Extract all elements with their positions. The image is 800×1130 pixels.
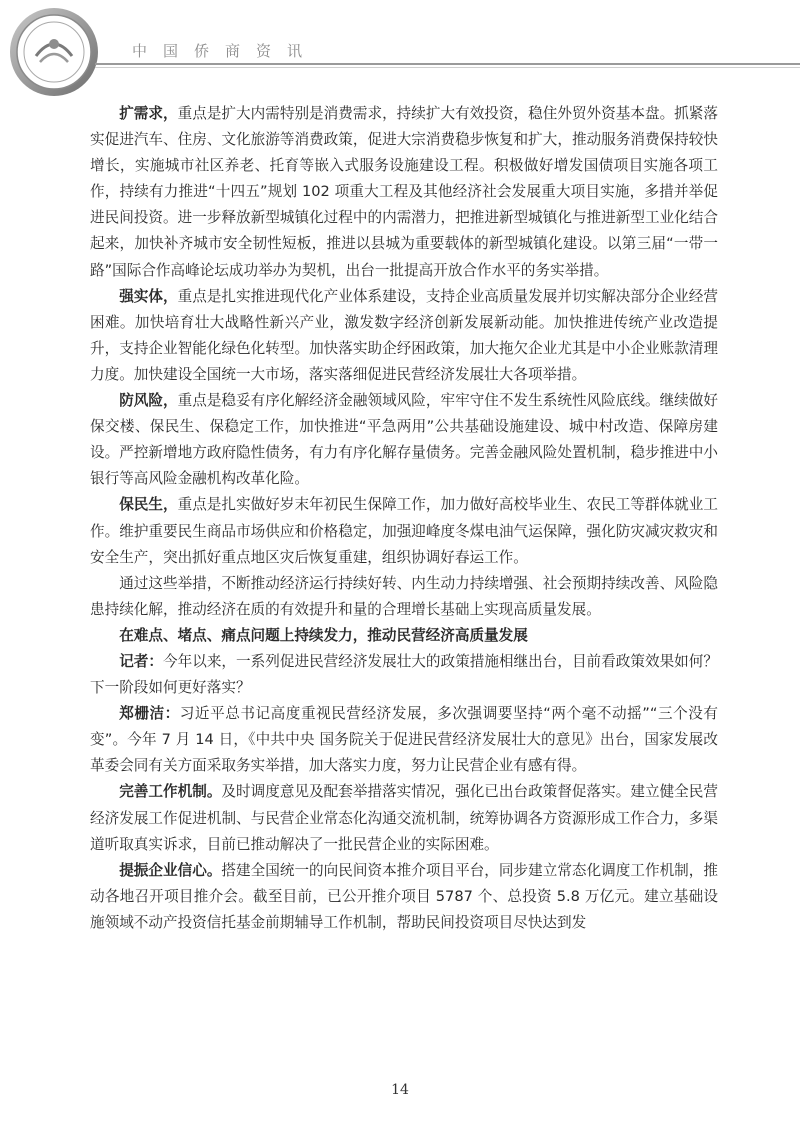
paragraph-lead: 强实体， — [119, 287, 178, 305]
paragraph-text: 今年以来，一系列促进民营经济发展壮大的政策措施相继出台，目前看政策效果如何？下一阶段如何更好落实？ — [90, 652, 718, 697]
paragraph-lead: 完善工作机制。 — [119, 783, 222, 801]
paragraph-work-mechanism — [90, 779, 718, 857]
paragraph-lead: 记者： — [119, 652, 164, 670]
paragraph-boost-confidence — [90, 858, 718, 936]
section-heading-text: 在难点、堵点、痛点问题上持续发力，推动民营经济高质量发展 — [119, 626, 528, 644]
paragraph-text: 重点是扩大内需特别是消费需求，持续扩大有效投资，稳住外贸外资基本盘。抓紧落实促进汽车、住房、文化旅游等消费政策，促进大宗消费稳步恢复和扩大，推动服务消费保持较快增长，实施城市社区养老、托育等嵌入式服务设施建设工程。积极做好增发国债项目实施各项工作，持续有力推进“十四五”规划 102 项重大工程及其他经济社会发展重大项目实施，多措并举促进民间投资。进一步释放新型城镇化过程中的内需潜力，把推进新型城镇化与推进新型工业化结合起来，加快补齐城市安全韧性短板，推进以县城为重要载体的新型城镇化建设。以第三届“一带一路”国际合作高峰论坛成功举办为契机，出台一批提高开放合作水平的务实举措。 — [90, 105, 718, 279]
paragraph-lead: 防风险， — [119, 392, 178, 410]
page-number: 14 — [391, 1082, 409, 1098]
paragraph-strengthen-economy — [90, 284, 718, 388]
paragraph-lead: 扩需求， — [119, 105, 178, 122]
header-rule-thin — [95, 67, 800, 68]
paragraph-text: 重点是扎实推进现代化产业体系建设，支持企业高质量发展并切实解决部分企业经营困难。加快培育壮大战略性新兴产业，激发数字经济创新发展新动能。加快推进传统产业改造提升，支持企业智能化绿色化转型。加快落实助企纾困政策，加大拖欠企业尤其是中小企业账款清理力度。加快建设全国统一大市场，落实落细促进民营经济发展壮大各项举措。 — [90, 287, 718, 383]
paragraph-lead: 提振企业信心。 — [119, 861, 222, 879]
paragraph-answer — [90, 701, 718, 779]
paragraph-text: 重点是扎实做好岁末年初民生保障工作，加力做好高校毕业生、农民工等群体就业工作。维护重要民生商品市场供应和价格稳定，加强迎峰度冬煤电油气运保障，强化防灾减灾救灾和安全生产，突出抓好重点地区灾后恢复重建，组织协调好春运工作。 — [90, 496, 718, 566]
paragraph-lead: 郑栅洁： — [119, 705, 180, 723]
section-heading — [90, 623, 718, 649]
paragraph-prevent-risk — [90, 388, 718, 492]
chamber-logo-icon — [6, 4, 102, 100]
article-body — [90, 101, 718, 936]
paragraph-expand-demand — [90, 101, 718, 284]
paragraph-reporter-question — [90, 649, 718, 701]
running-header-title: 中国侨商资讯 — [132, 42, 319, 60]
paragraph-text: 及时调度意见及配套举措落实情况，强化已出台政策督促落实。建立健全民营经济发展工作促进机制、与民营企业常态化沟通交流机制，统筹协调各方资源形成工作合力，多渠道听取真实诉求，目前已推动解决了一批民营企业的实际困难。 — [90, 783, 718, 853]
paragraph-text: 搭建全国统一的向民间资本推介项目平台，同步建立常态化调度工作机制，推动各地召开项目推介会。截至目前，已公开推介项目 5787 个、总投资 5.8 万亿元。建立基础设施领域不动产投资信托基金前期辅导工作机制，帮助民间投资项目尽快达到发 — [90, 861, 718, 931]
page-header — [0, 0, 800, 100]
paragraph-text: 通过这些举措，不断推动经济运行持续好转、内生动力持续增强、社会预期持续改善、风险隐患持续化解，推动经济在质的有效提升和量的合理增长基础上实现高质量发展。 — [90, 574, 718, 618]
paragraph-summary — [90, 571, 718, 623]
paragraph-lead: 保民生， — [119, 496, 178, 514]
paragraph-text: 习近平总书记高度重视民营经济发展，多次强调要坚持“两个毫不动摇”“三个没有变”。今年 7 月 14 日，《中共中央 国务院关于促进民营经济发展壮大的意见》出台，国家发展改革委会同有关方面采取务实举措，加大落实力度，努力让民营企业有感有得。 — [90, 705, 718, 775]
header-rule — [95, 63, 800, 65]
paragraph-text: 重点是稳妥有序化解经济金融领域风险，牢牢守住不发生系统性风险底线。继续做好保交楼、保民生、保稳定工作，加快推进“平急两用”公共基础设施建设、城中村改造、保障房建设。严控新增地方政府隐性债务，有力有序化解存量债务。完善金融风险处置机制，稳步推进中小银行等高风险金融机构改革化险。 — [90, 392, 718, 488]
paragraph-livelihood — [90, 492, 718, 570]
